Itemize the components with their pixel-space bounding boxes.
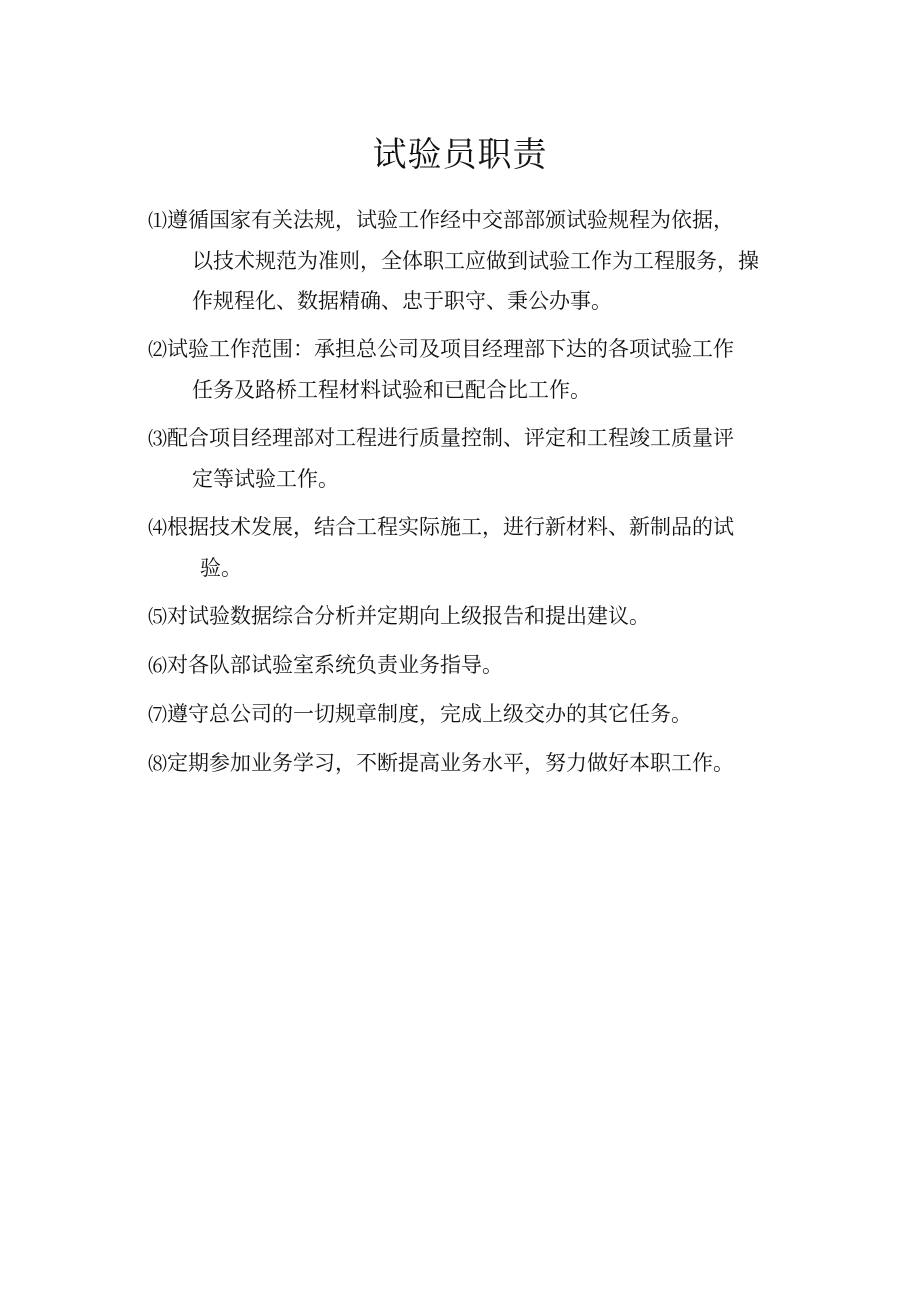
item-number: ⑴ [148,210,168,232]
duty-item-7 [148,694,788,735]
duty-line [148,507,788,548]
duty-text: 对各队部试验室系统负责业务指导。 [167,653,504,677]
duty-text: 根据技术发展，结合工程实际施工，进行新材料、新制品的试 [167,515,735,539]
duty-item-8 [148,743,788,784]
duty-line: 作规程化、数据精确、忠于职守、秉公办事。 [192,289,612,313]
duty-line [148,743,788,784]
duty-line [148,418,788,459]
duty-line: 定等试验工作。 [192,467,339,491]
duty-item-6 [148,645,788,686]
item-number: ⑺ [148,704,168,726]
item-number: ⑻ [148,753,168,775]
duty-line: 验。 [200,556,242,580]
duty-line [148,596,788,637]
duty-line [148,329,788,370]
page-title: 试验员职责 [372,135,548,175]
duty-item-2 [148,329,788,410]
duty-text: 遵守总公司的一切规章制度，完成上级交办的其它任务。 [167,702,693,726]
duty-line [148,645,788,686]
duty-line [148,694,788,735]
duty-text: 遵循国家有关法规，试验工作经中交部部颁试验规程为依据， [167,208,735,232]
item-number: ⑵ [148,339,168,361]
duty-line: 任务及路桥工程材料试验和已配合比工作。 [192,378,591,402]
duty-text: 定期参加业务学习，不断提高业务水平，努力做好本职工作。 [167,751,735,775]
duty-text: 配合项目经理部对工程进行质量控制、评定和工程竣工质量评 [167,426,735,450]
item-number: ⑶ [148,428,168,450]
duty-text: 试验工作范围：承担总公司及项目经理部下达的各项试验工作 [167,337,735,361]
duty-item-5 [148,596,788,637]
item-number: ⑹ [148,655,168,677]
item-number: ⑸ [148,606,168,628]
duty-text: 对试验数据综合分析并定期向上级报告和提出建议。 [167,604,651,628]
duty-item-3 [148,418,788,499]
duty-item-4 [148,507,788,588]
duty-line: 以技术规范为准则，全体职工应做到试验工作为工程服务，操 [192,249,759,273]
duty-line [148,200,788,241]
duty-list [148,200,788,792]
duty-item-1 [148,200,788,321]
item-number: ⑷ [148,517,168,539]
